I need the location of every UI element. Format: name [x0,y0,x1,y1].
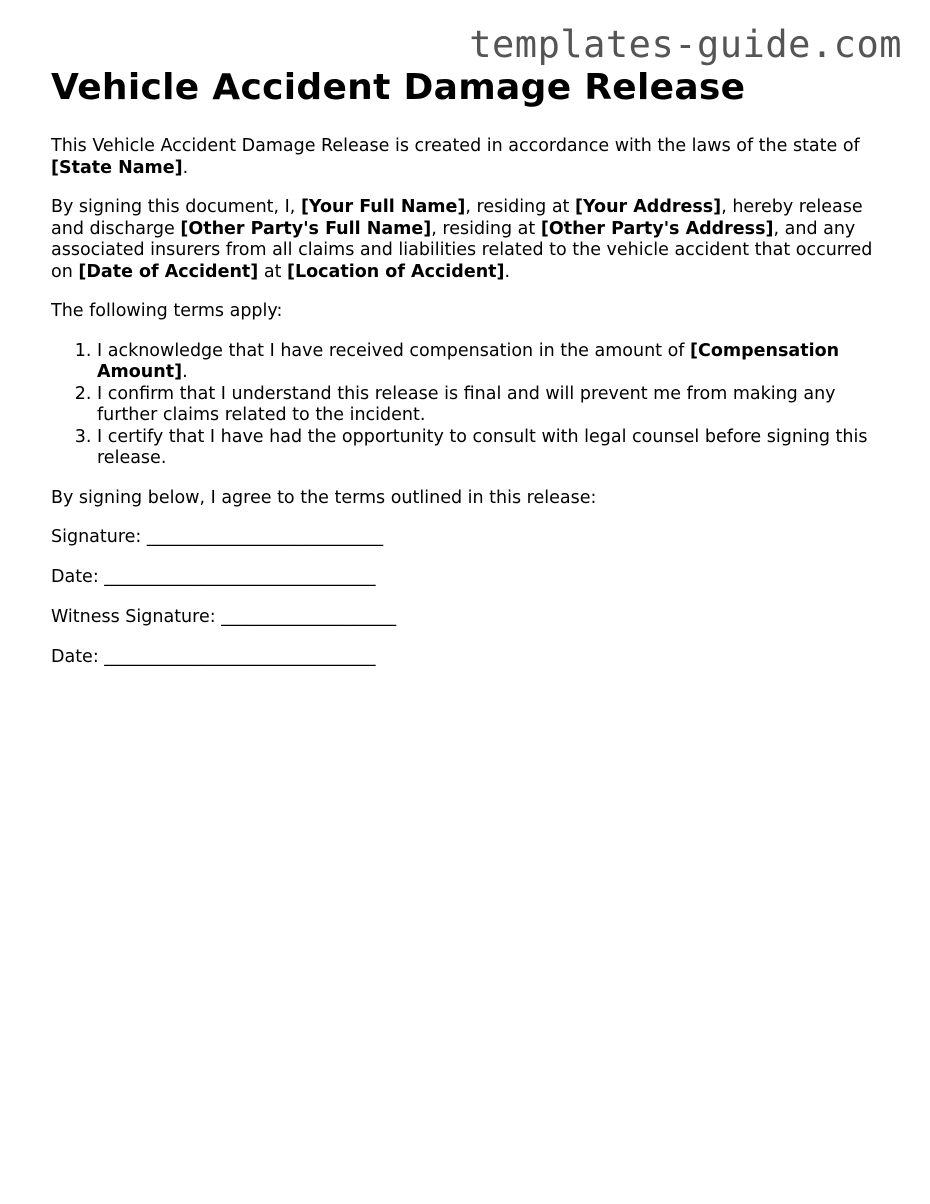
witness-signature-line: Witness Signature: ____________________ [51,607,397,627]
your-name-placeholder: [Your Full Name] [300,197,466,217]
terms-intro: The following terms apply: [51,301,283,321]
release-text-4: , residing at [431,218,541,239]
compensation-amount-placeholder: [Compensation Amount] [97,340,840,382]
release-text-2: , residing at [465,197,575,217]
release-text-6: at [258,261,287,282]
date-line-2: Date: _______________________________ [51,647,376,667]
state-name-placeholder: [State Name] [51,157,183,178]
terms-list [51,341,881,470]
intro-paragraph [51,136,881,179]
date-of-accident-placeholder: [Date of Accident] [78,261,259,282]
your-address-placeholder: [Your Address] [574,197,722,217]
term-1-text: I acknowledge that I have received compensation in the amount of [97,340,691,361]
document-title: Vehicle Accident Damage Release [51,67,746,108]
term-1-end: . [182,362,188,382]
location-placeholder: [Location of Accident] [287,261,505,282]
release-text-1: By signing this document, I, [51,197,301,217]
term-item-2: 2. I confirm that I understand this release is final and will prevent me from making any further claims related to the incident. [97,384,881,427]
intro-end: . [182,157,189,178]
signature-line: Signature: ___________________________ [51,527,384,547]
watermark: templates-guide.com [469,23,902,66]
document-page [51,66,881,687]
date-line-1: Date: _______________________________ [51,567,376,587]
other-party-address-placeholder: [Other Party's Address] [540,218,774,239]
term-item-3: 3. I certify that I have had the opportunity to consult with legal counsel before signing this release. [97,427,881,470]
release-paragraph [51,197,881,283]
intro-text: This Vehicle Accident Damage Release is created in accordance with the laws of the state of [51,136,860,156]
release-text-5: , and any associated insurers from all claims and liabilities related to the vehicle accident that occurred on [51,218,873,282]
agree-text: By signing below, I agree to the terms outlined in this release: [51,487,597,508]
release-text-7: . [504,261,511,282]
release-text-3: , hereby release and discharge [51,197,863,239]
other-party-name-placeholder: [Other Party's Full Name] [180,218,432,239]
term-item-1 [97,341,881,384]
